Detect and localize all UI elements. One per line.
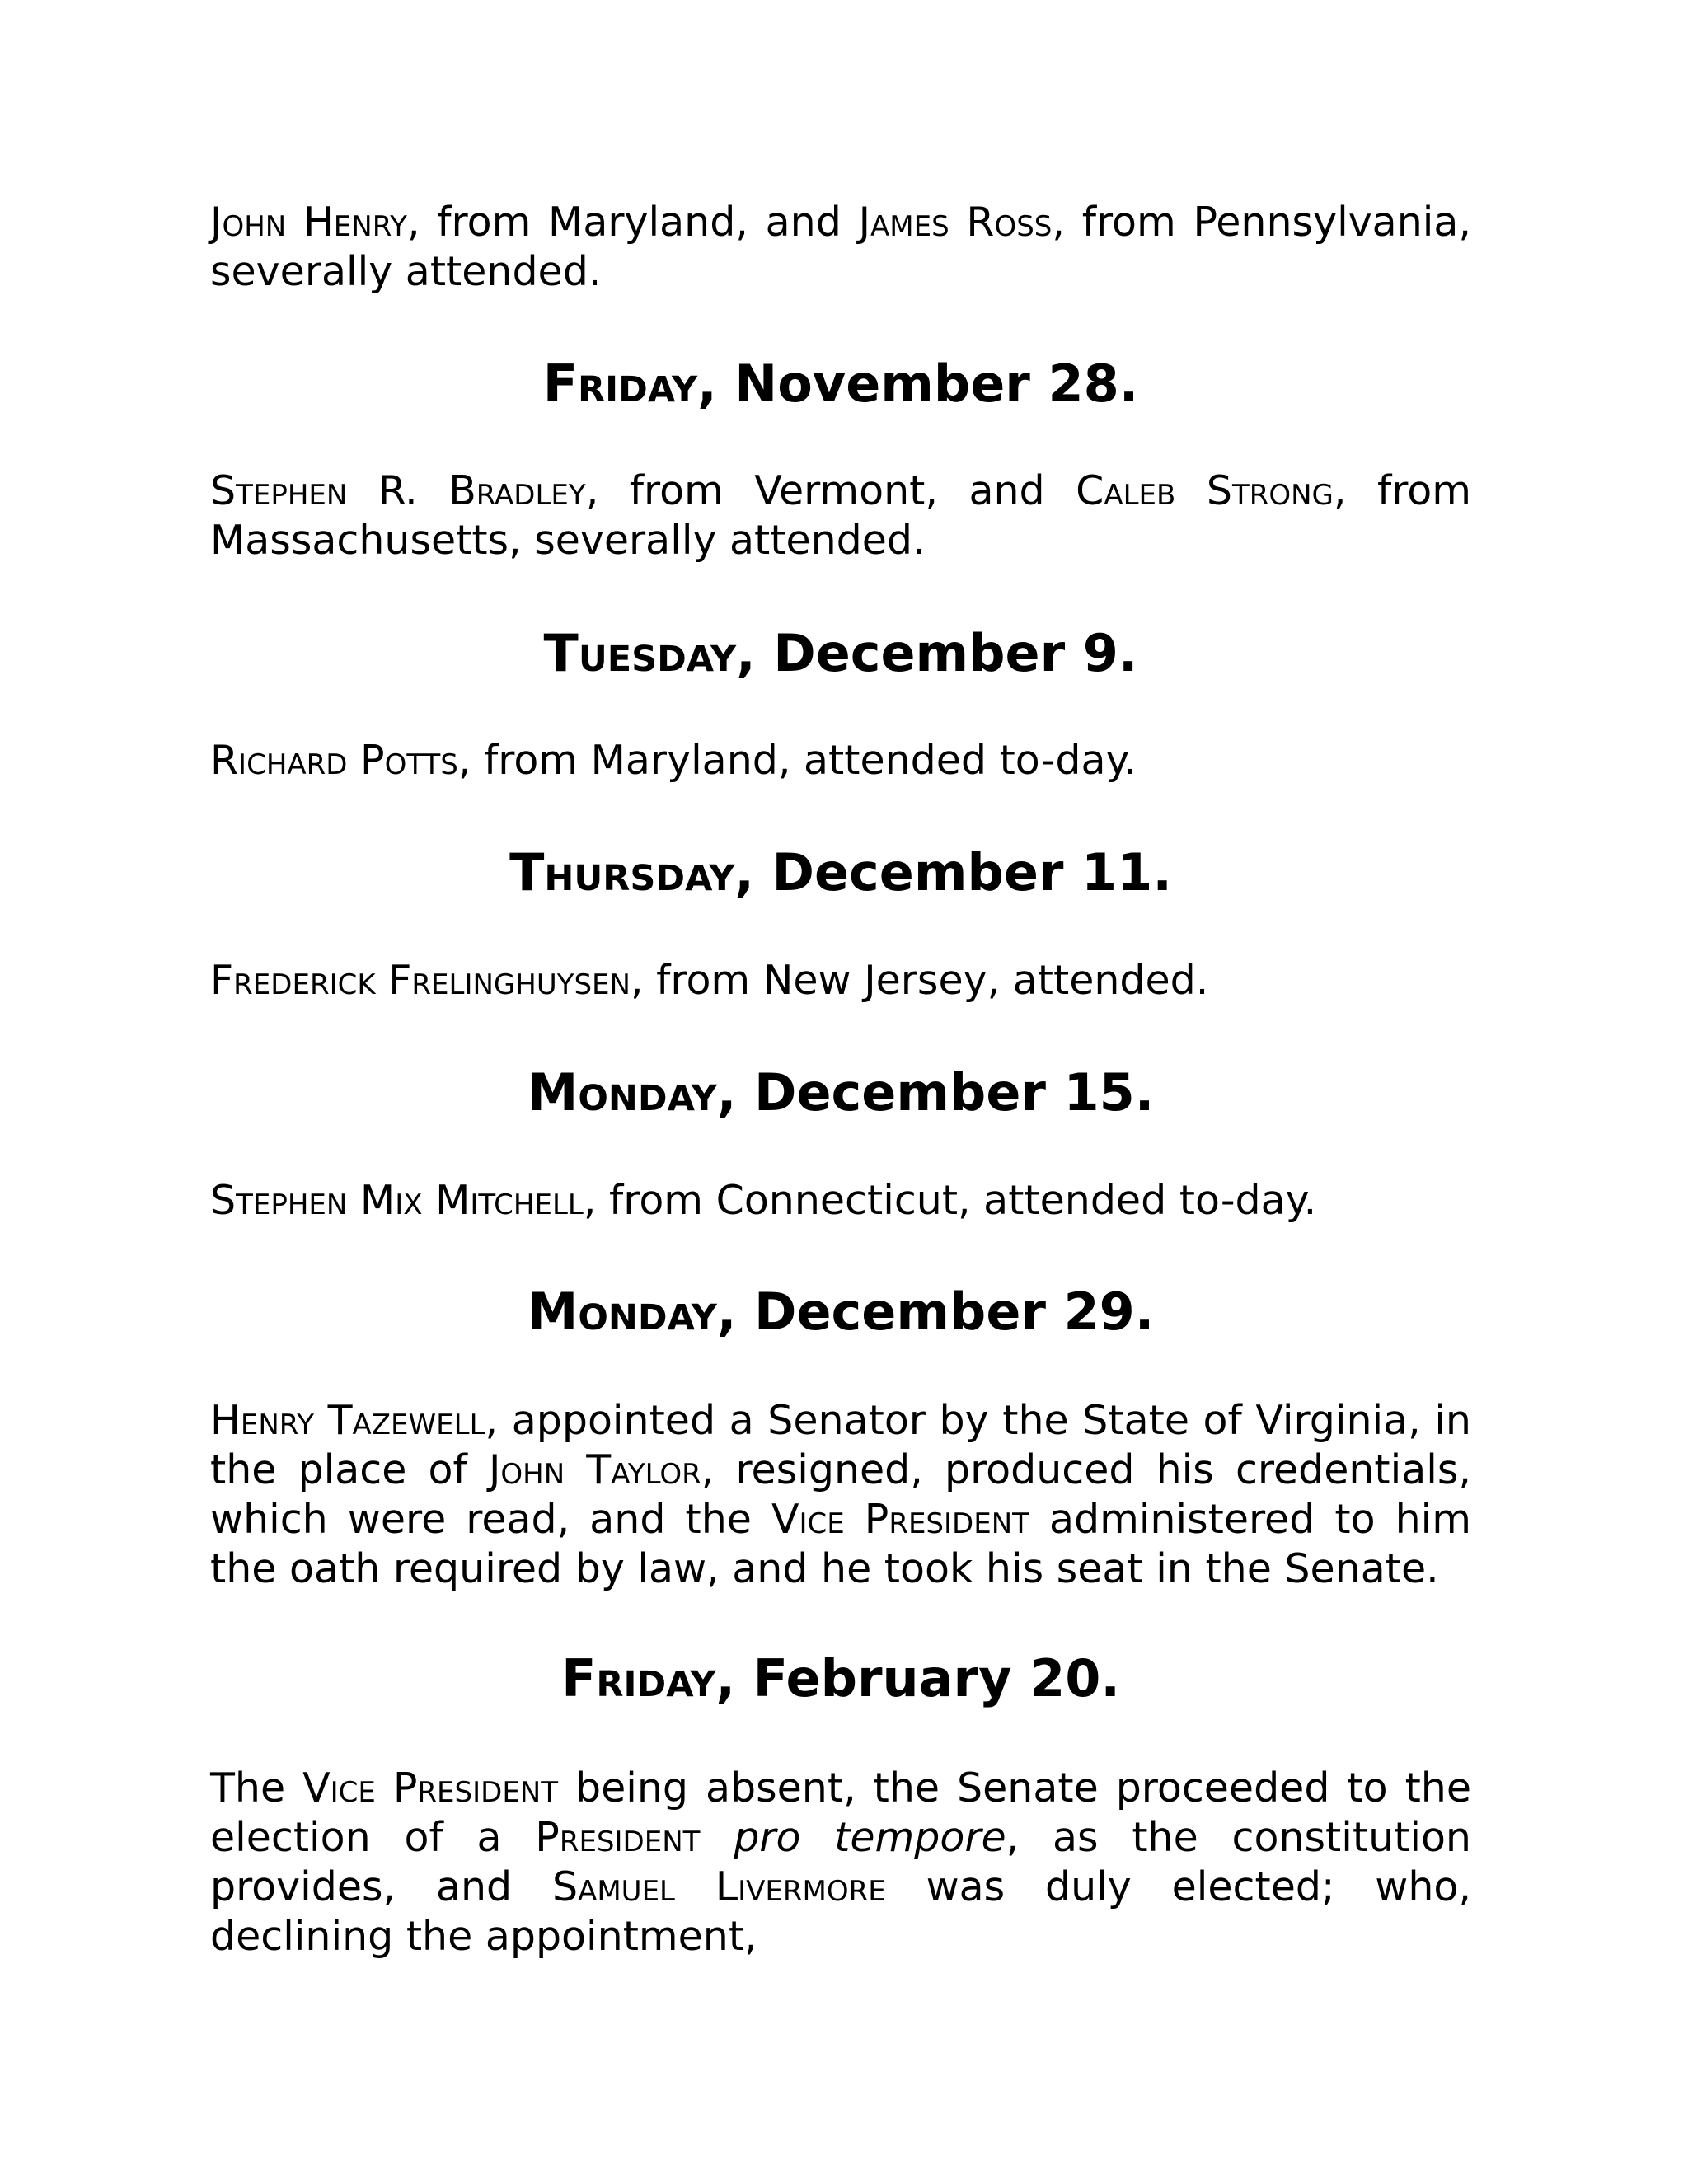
text-run: , from Pennsylvania, severally attended. — [210, 199, 1471, 295]
name-small-caps: Vice President — [302, 1765, 559, 1811]
paragraph-bradley-strong — [210, 466, 1471, 565]
heading-date: , December 9. — [736, 623, 1138, 683]
name-small-caps: President — [535, 1814, 701, 1861]
text-run — [700, 1814, 734, 1861]
text-run: , from Vermont, and — [585, 467, 1076, 514]
heading-day: Friday — [542, 354, 698, 414]
name-small-caps: Stephen R. Bradley — [210, 467, 586, 514]
date-heading-december-15 — [210, 1062, 1471, 1124]
italic-text: pro tempore — [734, 1814, 1006, 1861]
date-heading-december-9 — [210, 622, 1471, 685]
name-small-caps: Vice President — [771, 1496, 1029, 1543]
paragraph-tazewell — [210, 1396, 1471, 1594]
heading-date: , December 15. — [716, 1062, 1155, 1122]
name-small-caps: John Taylor — [488, 1446, 701, 1493]
paragraph-text — [210, 199, 1471, 295]
heading-day: Tuesday — [543, 623, 737, 683]
date-heading-december-11 — [210, 841, 1471, 904]
text-run: The — [210, 1765, 303, 1811]
text-run: being absent, the Senate proceeded to the election of a — [210, 1765, 1471, 1861]
text-run: was duly elected; who, declining the appointment, — [210, 1863, 1471, 1960]
name-small-caps: John Henry — [210, 199, 407, 246]
name-small-caps: Stephen Mix Mitchell — [210, 1177, 584, 1224]
text-run: , from Massachusetts, severally attended. — [210, 467, 1471, 564]
name-small-caps: Henry Tazewell — [210, 1397, 485, 1444]
heading-date: , December 11. — [734, 842, 1172, 902]
text-run: , from New Jersey, attended. — [630, 957, 1209, 1004]
paragraph-text — [210, 1397, 1471, 1592]
heading-date: , December 29. — [716, 1282, 1155, 1342]
paragraph-text — [210, 737, 1137, 784]
name-small-caps: James Ross — [858, 199, 1053, 246]
name-small-caps: Frederick Frelinghuysen — [210, 957, 631, 1004]
text-run: , from Maryland, attended to-day. — [457, 737, 1137, 784]
paragraph-text — [210, 957, 1208, 1004]
paragraph-potts — [210, 736, 1471, 785]
paragraph-text — [210, 1765, 1471, 1960]
paragraph-text — [210, 1177, 1316, 1224]
text-run: administered to him the oath required by law, and he took his seat in the Senate. — [210, 1496, 1471, 1592]
heading-date: , February 20. — [715, 1648, 1120, 1708]
paragraph-frelinghuysen — [210, 956, 1471, 1005]
heading-date: , November 28. — [697, 354, 1139, 414]
text-run: , as the constitution provides, and — [210, 1814, 1471, 1910]
text-run: , from Connecticut, attended to-day. — [583, 1177, 1317, 1224]
name-small-caps: Caleb Strong — [1076, 467, 1334, 514]
text-run: , resigned, produced his credentials, which were read, and the — [210, 1446, 1472, 1543]
heading-day: Monday — [527, 1282, 717, 1342]
paragraph-mitchell — [210, 1176, 1471, 1226]
date-heading-december-29 — [210, 1281, 1471, 1343]
paragraph-president-pro-tempore — [210, 1764, 1471, 1961]
text-run: , from Maryland, and — [406, 199, 859, 246]
date-heading-november-28 — [210, 353, 1471, 415]
name-small-caps: Richard Potts — [210, 737, 458, 784]
paragraph-henry-ross — [210, 198, 1471, 297]
heading-day: Monday — [527, 1062, 717, 1122]
text-run: , appointed a Senator by the State of Virginia, in the place of — [210, 1397, 1471, 1493]
date-heading-february-20 — [210, 1647, 1471, 1710]
paragraph-text — [210, 467, 1471, 564]
heading-day: Friday — [561, 1648, 716, 1708]
name-small-caps: Samuel Livermore — [551, 1863, 886, 1910]
heading-day: Thursday — [509, 842, 735, 902]
